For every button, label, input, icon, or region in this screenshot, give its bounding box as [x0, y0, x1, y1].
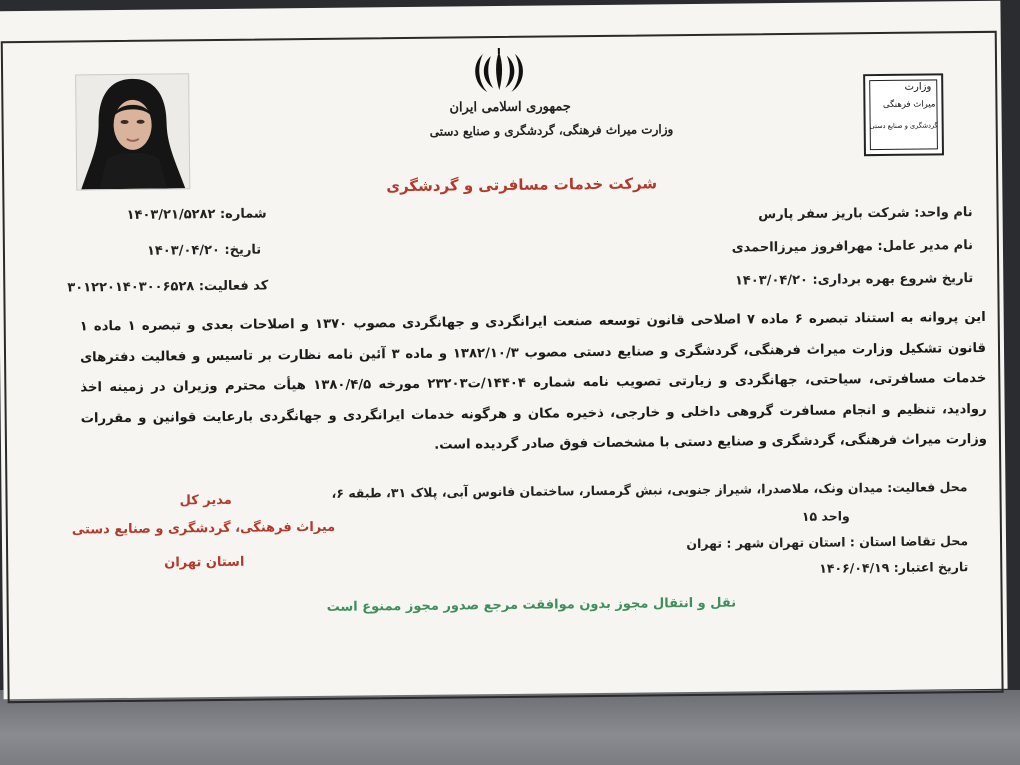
- signature-dept: میراث فرهنگی، گردشگری و صنایع دستی: [71, 519, 336, 538]
- date-field: تاریخ: ۱۴۰۳/۰۴/۲۰: [146, 242, 262, 259]
- activity-location-field: محل فعالیت: میدان ونک، ملاصدرا، شیراز جنوبی، نبش گرمسار، ساختمان فانوس آبی، پلاک ۳۱، طبقه ۶،: [331, 479, 968, 501]
- logo-line-1: وزارت: [904, 81, 932, 93]
- signature-province: استان تهران: [164, 554, 245, 571]
- transfer-notice: نقل و انتقال مجوز بدون موافقت مرجع صدور مجوز ممنوع است: [326, 595, 737, 615]
- activity-code-field: کد فعالیت: ۳۰۱۲۲۰۱۴۰۳۰۰۶۵۲۸: [67, 278, 269, 296]
- license-body-text: این پروانه به استناد تبصره ۶ ماده ۷ اصلاحی قانون توسعه صنعت ایرانگردی و جهانگردی مصوب ۱۳۷۰ و اصلاحات بعدی و تبصره ۱ ماده ۱ قانون تشکیل وزارت میراث فرهنگی، گردشگری و صنایع دستی مصوب ۱۳۸۲/۱۰/۳ و ماده ۳ آئین نامه نظارت بر تاسیس و فعالیت دفترهای خدمات مسافرتی، سیاحتی، جهانگردی و زیارتی تصویب نامه شماره ۱۴۴۰۴/ت۲۳۲۰۳ مورخه ۱۳۸۰/۴/۵ هیأت محترم وزیران در زمینه اخذ روادید، تنظیم و انجام مسافرت گروهی داخلی و خارجی، ذخیره مکان و هرگونه خدمات ایرانگردی و جهانگردی بارعایت قوانین و مقررات وزارت میراث فرهنگی، گردشگری و صنایع دستی با مشخصات فوق صادر گردیده است.: [79, 309, 988, 454]
- republic-line: جمهوری اسلامی ایران: [449, 99, 571, 116]
- iran-emblem-icon: [469, 46, 530, 97]
- logo-line-3: گردشگری و صنایع دستی: [869, 121, 938, 131]
- logo-line-2: میراث فرهنگی: [882, 99, 936, 110]
- unit-number: واحد ۱۵: [801, 508, 850, 524]
- signature-title: مدیر کل: [179, 492, 232, 509]
- document-title: شرکت خدمات مسافرتی و گردشگری: [386, 174, 658, 196]
- start-date-field: تاریخ شروع بهره برداری: ۱۴۰۳/۰۴/۲۰: [734, 271, 974, 289]
- holder-photo: [75, 73, 190, 190]
- manager-field: نام مدیر عامل: مهرافروز میرزااحمدی: [731, 238, 974, 256]
- portrait-icon: [76, 74, 189, 189]
- validity-date-field: تاریخ اعتبار: ۱۴۰۶/۰۴/۱۹: [819, 559, 969, 576]
- ministry-logo: [863, 73, 944, 156]
- ministry-line: وزارت میراث فرهنگی، گردشگری و صنایع دستی: [429, 122, 674, 139]
- license-document: [0, 1, 1008, 699]
- number-field: شماره: ۱۴۰۳/۲۱/۵۲۸۲: [126, 206, 267, 223]
- request-location-field: محل تقاضا استان : استان تهران شهر : تهران: [686, 533, 969, 552]
- unit-name-field: نام واحد: شرکت باریز سفر پارس: [758, 205, 973, 223]
